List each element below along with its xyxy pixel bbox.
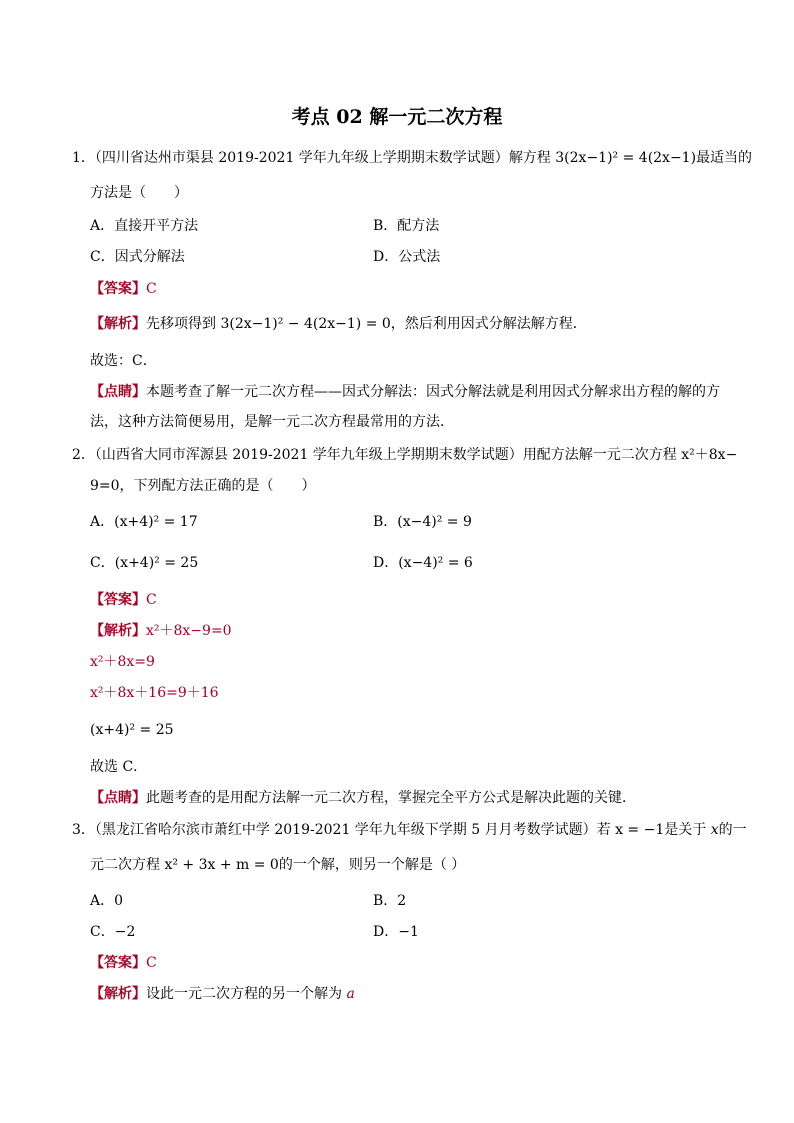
q3-stem-text: 若 <box>596 822 611 838</box>
q2-step-3: x²＋8x＋16=9＋16 <box>90 685 219 701</box>
q2-stem-line2: 9=0，下列配方法正确的是（ ） <box>90 478 316 494</box>
q2-choose: 故选 C． <box>90 759 148 775</box>
q1-analysis-tail: ，然后利用因式分解法解方程． <box>390 316 587 332</box>
q1-analysis-equation: 3(2x−1)² − 4(2x−1) = 0 <box>220 316 391 332</box>
analysis-label: 【解析】 <box>90 986 146 1002</box>
q1-analysis <box>90 314 587 334</box>
q3-option-d: D．−1 <box>373 924 419 940</box>
q1-number: 1． <box>72 150 95 166</box>
q1-source: （四川省达州市渠县 2019-2021 学年九年级上学期期末数学试题） <box>94 150 509 166</box>
q1-comment <box>90 382 720 402</box>
q2-stem <box>72 445 737 465</box>
q3-stem <box>72 820 747 840</box>
analysis-label: 【解析】 <box>90 316 146 332</box>
q3-option-b: B．2 <box>373 893 407 909</box>
q3-stem-line2-b: 的一个解，则另一个解是（ ） <box>278 857 466 873</box>
q3-analysis-variable: a <box>346 986 355 1002</box>
q1-choose: 故选：C． <box>90 353 157 369</box>
q2-answer-value: C <box>146 592 157 608</box>
q2-comment <box>90 788 636 808</box>
q2-source: （山西省大同市浑源县 2019-2021 学年九年级上学期期末数学试题） <box>94 447 523 463</box>
q2-analysis <box>90 621 232 641</box>
q1-stem-tail: 最适当的 <box>696 150 753 166</box>
q1-option-a: A．直接开平方法 <box>90 218 199 234</box>
q2-comment-text: 此题考查的是用配方法解一元二次方程，掌握完全平方公式是解决此题的关键． <box>146 790 636 806</box>
q3-variable: x <box>710 822 719 838</box>
q2-step-4: (x+4)² = 25 <box>90 722 174 738</box>
q2-answer <box>90 590 157 610</box>
comment-label: 【点睛】 <box>90 790 146 806</box>
q1-answer <box>90 279 157 299</box>
q1-analysis-text: 先移项得到 <box>146 316 216 332</box>
q2-step-1: x²＋8x−9=0 <box>146 623 232 639</box>
answer-label: 【答案】 <box>90 281 146 297</box>
page-title: 考点 02 解一元二次方程 <box>291 106 503 128</box>
comment-label: 【点睛】 <box>90 384 146 400</box>
q1-comment-line2: 法，这种方法简便易用，是解一元二次方程最常用的方法． <box>90 414 454 430</box>
q1-option-c: C．因式分解法 <box>90 249 185 265</box>
q1-stem-line2: 方法是（ ） <box>90 185 188 201</box>
q2-option-a: A．(x+4)² = 17 <box>90 514 198 530</box>
q1-option-b: B．配方法 <box>373 218 440 234</box>
q3-option-a: A．0 <box>90 893 124 909</box>
q2-option-b: B．(x−4)² = 9 <box>373 514 472 530</box>
q3-stem-mid: 是关于 <box>664 822 707 838</box>
q1-answer-value: C <box>146 281 157 297</box>
q3-analysis <box>90 984 355 1004</box>
answer-label: 【答案】 <box>90 592 146 608</box>
q2-option-c: C．(x+4)² = 25 <box>90 555 199 571</box>
q2-number: 2． <box>72 447 95 463</box>
q1-equation: 3(2x−1)² = 4(2x−1) <box>555 150 697 166</box>
q1-stem <box>72 148 752 168</box>
answer-label: 【答案】 <box>90 955 146 971</box>
q1-stem-text: 解方程 <box>508 150 551 166</box>
q2-step-2: x²＋8x=9 <box>90 654 155 670</box>
q3-source: （黑龙江省哈尔滨市萧红中学 2019-2021 学年九年级下学期 5 月月考数学试题） <box>94 822 597 838</box>
q3-stem-line2-a: 元二次方程 <box>90 857 160 873</box>
q1-option-d: D．公式法 <box>373 249 441 265</box>
q3-analysis-text: 设此一元二次方程的另一个解为 <box>146 986 342 1002</box>
q2-stem-text: 用配方法解一元二次方程 x²＋8x− <box>522 447 738 463</box>
q3-option-c: C．−2 <box>90 924 136 940</box>
q2-option-d: D．(x−4)² = 6 <box>373 555 473 571</box>
q3-equation: x² + 3x + m = 0 <box>164 857 279 873</box>
q3-answer <box>90 953 157 973</box>
q1-comment-line1: 本题考查了解一元二次方程——因式分解法：因式分解法就是利用因式分解求出方程的解的方 <box>146 384 720 400</box>
q3-number: 3． <box>72 822 95 838</box>
q3-answer-value: C <box>146 955 157 971</box>
analysis-label: 【解析】 <box>90 623 146 639</box>
q3-condition: x = −1 <box>615 822 665 838</box>
q3-stem-line2 <box>90 855 465 875</box>
q3-stem-tail: 的一 <box>718 822 747 838</box>
